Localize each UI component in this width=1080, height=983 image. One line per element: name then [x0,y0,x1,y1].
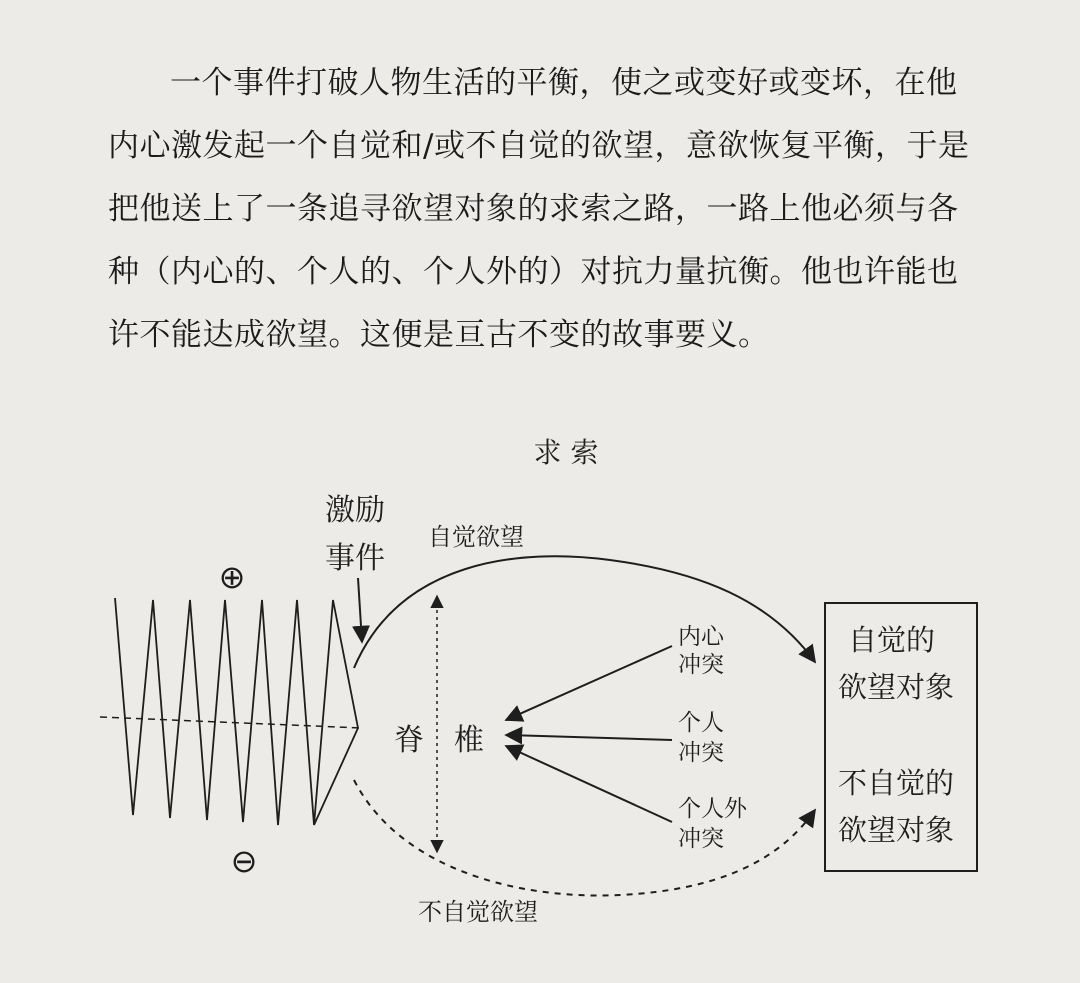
unconscious-desire-label: 不自觉欲望 [418,898,538,926]
conscious-desire-arc [354,556,815,668]
extra-personal-conflict-label-line2: 冲突 [678,826,724,852]
paragraph-line: 一个事件打破人物生活的平衡，使之或变好或变坏，在他 [170,65,958,101]
diagram-title: 求 索 [533,436,599,469]
inner-conflict-label-line2: 冲突 [678,652,724,678]
personal-conflict-label-line1: 个人 [678,710,724,736]
spine-label: 脊 椎 [394,723,484,758]
zigzag-balance-line [115,598,358,825]
unconscious-object-line1: 不自觉的 [838,766,955,800]
conscious-desire-label: 自觉欲望 [428,523,524,551]
inner-conflict-label-line1: 内心 [678,624,724,650]
inner-conflict-arrow [506,646,672,720]
inciting-event-label-line1: 激励 [325,493,385,528]
paragraph-line: 许不能达成欲望。这便是亘古不变的故事要义。 [108,317,770,353]
unconscious-object-line2: 欲望对象 [838,813,955,847]
extra-personal-conflict-label-line1: 个人外 [678,796,747,822]
inciting-event-label-line2: 事件 [325,541,385,576]
conscious-object-line1: 自觉的 [848,623,936,657]
minus-icon: ⊖ [230,842,258,880]
plus-icon: ⊕ [218,558,246,596]
conscious-object-line2: 欲望对象 [838,670,955,704]
extra-personal-conflict-arrow [506,746,672,822]
paragraph-line: 把他送上了一条追寻欲望对象的求索之路，一路上他必须与各 [108,191,959,227]
paragraph-line: 种（内心的、个人的、个人外的）对抗力量抗衡。他也许能也 [108,254,959,290]
personal-conflict-label-line2: 冲突 [678,740,724,766]
paragraph-line: 内心激发起一个自觉和/或不自觉的欲望，意欲恢复平衡，于是 [108,128,970,164]
personal-conflict-arrow [506,735,672,740]
inciting-event-arrow [358,578,362,642]
